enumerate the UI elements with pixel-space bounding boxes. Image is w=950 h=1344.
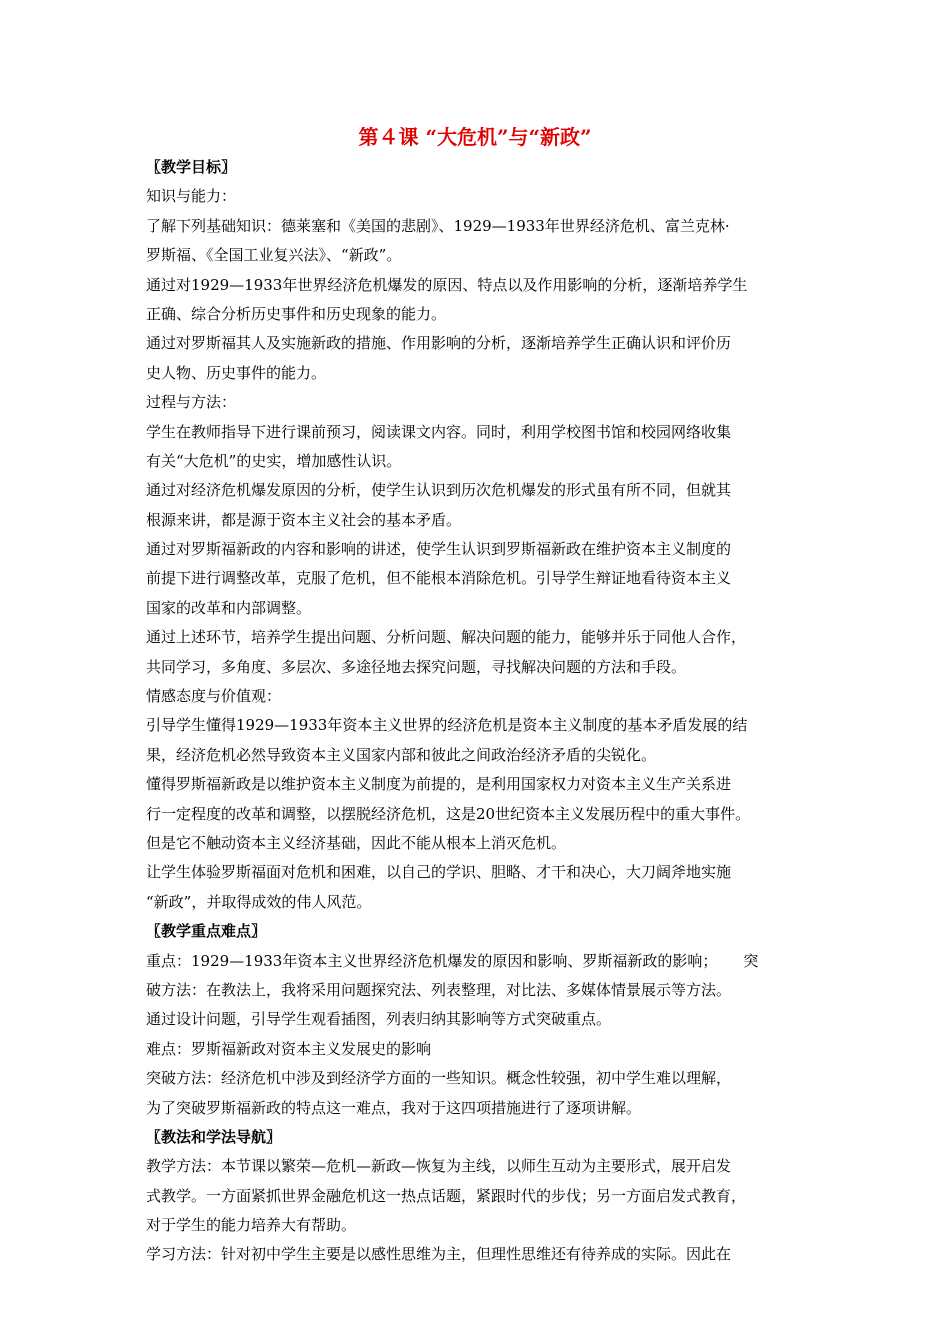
line-text: 教学方法：本节课以繁荣—危机—新政—恢复为主线，以师生互动为主要形式，展开启发 [146,1157,732,1176]
line-text: 情感态度与价值观： [146,687,282,706]
text-line [146,770,816,799]
line-text: 通过对1929—1933年世界经济危机爆发的原因、特点以及作用影响的分析，逐渐培养学生 [146,275,748,294]
line-text: 难点：罗斯福新政对资本主义发展史的影响 [146,1039,432,1058]
text-line [146,653,816,682]
line-text: 懂得罗斯福新政是以维护资本主义制度为前提的，是利用国家权力对资本主义生产关系进 [146,775,732,794]
text-line [146,1064,816,1093]
text-line [146,976,816,1005]
text-line [146,476,816,505]
text-line [146,241,816,270]
line-text: 学习方法：针对初中学生主要是以感性思维为主，但理性思维还有待养成的实际。因此在 [146,1245,732,1264]
line-text: 前提下进行调整改革，克服了危机，但不能根本消除危机。引导学生辩证地看待资本主义 [146,569,732,588]
line-text: 〖教学重点难点〗 [146,922,267,941]
text-line [146,271,816,300]
line-text: 史人物、历史事件的能力。 [146,363,327,382]
text-line [146,1005,816,1034]
line-text: 有关“大危机”的史实，增加感性认识。 [146,451,402,470]
text-line [146,447,816,476]
line-text: 果，经济危机必然导致资本主义国家内部和彼此之间政治经济矛盾的尖锐化。 [146,745,657,764]
line-text: 重点：1929—1933年资本主义世界经济危机爆发的原因和影响、罗斯福新政的影响； [146,951,718,970]
text-line [146,829,816,858]
page-title: 第４课 “大危机”与“新政” [358,125,592,149]
text-line [146,741,816,770]
text-line [146,212,816,241]
line-text: 正确、综合分析历史事件和历史现象的能力。 [146,304,447,323]
text-line [146,800,816,829]
line-text: 根源来讲，都是源于资本主义社会的基本矛盾。 [146,510,462,529]
text-line [146,711,816,740]
text-line [146,359,816,388]
text-line [146,535,816,564]
text-line [146,1094,816,1123]
line-text: 通过对罗斯福新政的内容和影响的讲述，使学生认识到罗斯福新政在维护资本主义制度的 [146,540,732,559]
line-text: 行一定程度的改革和调整，以摆脱经济危机，这是20世纪资本主义发展历程中的重大事件。 [146,804,751,823]
section-heading [146,153,816,182]
text-line [146,1182,816,1211]
line-text: 〖教学目标〗 [146,158,237,176]
text-line [146,1240,816,1269]
document-body [146,153,816,1270]
text-line [146,888,816,917]
text-line [146,623,816,652]
line-text: 为了突破罗斯福新政的特点这一难点，我对于这四项措施进行了逐项讲解。 [146,1098,642,1117]
line-text: 了解下列基础知识：德莱塞和《美国的悲剧》、1929—1933年世界经济危机、富兰克林· [146,216,730,235]
line-text: 罗斯福、《全国工业复兴法》、“新政”。 [146,246,402,265]
text-line [146,1035,816,1064]
line-text: 让学生体验罗斯福面对危机和困难，以自己的学识、胆略、才干和决心，大刀阔斧地实施 [146,863,732,882]
text-line [146,858,816,887]
line-text: 过程与方法： [146,393,237,412]
line-text: 国家的改革和内部调整。 [146,598,312,617]
text-line [146,506,816,535]
section-heading [146,917,816,946]
line-text: 式教学。一方面紧抓世界金融危机这一热点话题，紧跟时代的步伐；另一方面启发式教育， [146,1186,747,1205]
line-text: 通过对经济危机爆发原因的分析，使学生认识到历次危机爆发的形式虽有所不同，但就其 [146,481,732,500]
line-text: 通过上述环节，培养学生提出问题、分析问题、解决问题的能力，能够并乐于同他人合作， [146,628,747,647]
line-text: “新政”，并取得成效的伟人风范。 [146,892,372,911]
text-line [146,418,816,447]
line-text: 引导学生懂得1929—1933年资本主义世界的经济危机是资本主义制度的基本矛盾发展的结 [146,716,748,735]
section-heading [146,1123,816,1152]
line-text: 对于学生的能力培养大有帮助。 [146,1216,357,1235]
text-line [146,564,816,593]
line-text: 破方法：在教法上，我将采用问题探究法、列表整理，对比法、多媒体情景展示等方法。 [146,980,732,999]
text-line [146,947,816,976]
line-text: 通过对罗斯福其人及实施新政的措施、作用影响的分析，逐渐培养学生正确认识和评价历 [146,334,732,353]
text-line [146,1211,816,1240]
line-text: 〖教法和学法导航〗 [146,1127,282,1146]
text-line [146,182,816,211]
line-text: 学生在教师指导下进行课前预习，阅读课文内容。同时，利用学校图书馆和校园网络收集 [146,422,732,441]
text-line [146,300,816,329]
line-tail-text: 突 [743,951,759,970]
line-text: 通过设计问题，引导学生观看插图，列表归纳其影响等方式突破重点。 [146,1010,612,1029]
text-line [146,682,816,711]
line-text: 知识与能力： [146,187,237,206]
line-text: 突破方法：经济危机中涉及到经济学方面的一些知识。概念性较强，初中学生难以理解， [146,1069,732,1088]
line-text: 但是它不触动资本主义经济基础，因此不能从根本上消灭危机。 [146,833,567,852]
text-line [146,1152,816,1181]
text-line [146,388,816,417]
text-line [146,594,816,623]
line-text: 共同学习，多角度、多层次、多途径地去探究问题，寻找解决问题的方法和手段。 [146,657,687,676]
text-line [146,329,816,358]
